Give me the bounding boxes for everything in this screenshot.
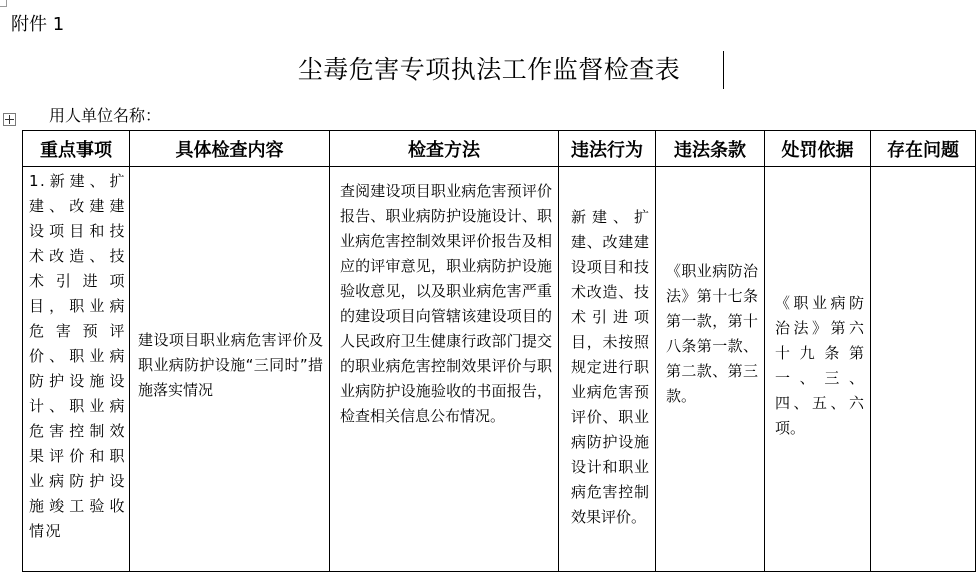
cell-check-method[interactable] bbox=[330, 167, 559, 572]
violated-clause-text: 《职业病防治法》第十七条第一款，第十八条第一款、第二款、第三款。 bbox=[666, 262, 758, 405]
text-cursor bbox=[723, 51, 724, 89]
header-key-item: 重点事项 bbox=[23, 131, 130, 167]
violation-text: 新建、扩建、改建建设项目和技术改造、技术引进项目，未按照规定进行职业病危害预评价、职业病防护设施设计和职业病危害控制效果评价。 bbox=[571, 208, 649, 526]
cell-penalty-basis[interactable] bbox=[765, 167, 871, 572]
table-row bbox=[23, 167, 976, 572]
table-move-handle-icon[interactable] bbox=[3, 113, 16, 126]
inspection-table bbox=[22, 130, 976, 572]
header-check-content: 具体检查内容 bbox=[130, 131, 330, 167]
header-violated-clause: 违法条款 bbox=[656, 131, 765, 167]
document-title[interactable]: 尘毒危害专项执法工作监督检查表 bbox=[297, 55, 681, 84]
cell-check-content[interactable] bbox=[130, 167, 330, 572]
table-header-row bbox=[23, 131, 976, 167]
cell-violation[interactable] bbox=[559, 167, 656, 572]
employer-name-label: 用人单位名称： bbox=[49, 106, 162, 125]
cell-issues[interactable] bbox=[871, 167, 976, 572]
header-penalty-basis: 处罚依据 bbox=[765, 131, 871, 167]
header-violation: 违法行为 bbox=[559, 131, 656, 167]
cell-violated-clause[interactable] bbox=[656, 167, 765, 572]
cell-key-item[interactable] bbox=[23, 167, 130, 572]
page-corner-mark bbox=[0, 0, 7, 7]
header-check-method: 检查方法 bbox=[330, 131, 559, 167]
attachment-label: 附件 1 bbox=[11, 14, 65, 35]
penalty-basis-text: 《职业病防治法》第六十九条第一、三、四、五、六项。 bbox=[775, 294, 864, 437]
key-item-text: 1.新建、扩建、改建建设项目和技术改造、技术引进项目，职业病危害预评价、职业病防护设施设计、职业病危害控制效果评价和职业病防护设施竣工验收情况 bbox=[29, 172, 126, 540]
check-content-text: 建设项目职业病危害评价及职业病防护设施“三同时”措施落实情况 bbox=[138, 330, 323, 399]
header-issues: 存在问题 bbox=[871, 131, 976, 167]
check-method-text: 查阅建设项目职业病危害预评价报告、职业病防护设施设计、职业病危害控制效果评价报告及相应的评审意见，职业病防护设施验收意见，以及职业病危害严重的建设项目向管辖该建设项目的人民政府卫生健康行政部门提交的职业病危害控制效果评价与职业病防护设施验收的书面报告，检查相关信息公布情况。 bbox=[340, 182, 552, 425]
